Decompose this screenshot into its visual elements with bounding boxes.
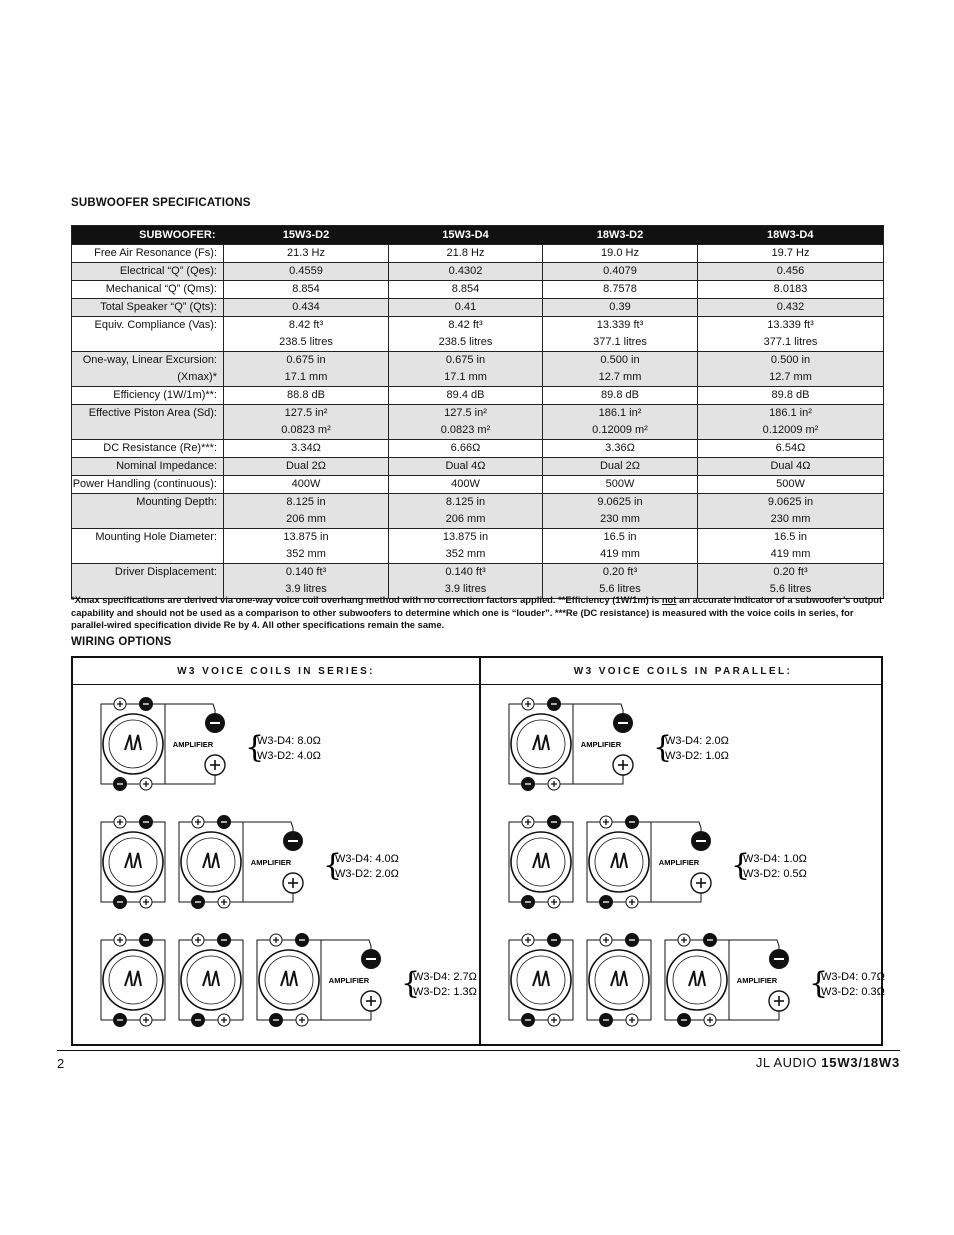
spec-value <box>543 281 698 299</box>
spec-value-line: 400W <box>291 478 321 490</box>
spec-row <box>72 352 884 387</box>
series-panel-title: W3 VOICE COILS IN SERIES: <box>177 666 375 677</box>
spec-value-line: 19.0 Hz <box>601 247 639 259</box>
spec-value <box>224 529 389 564</box>
spec-value-line: 377.1 litres <box>763 336 818 348</box>
speaker-cone <box>103 832 163 892</box>
spec-label <box>72 529 224 564</box>
wiring-diagram-box <box>71 656 883 1046</box>
wiring-example-1-sub <box>101 698 321 791</box>
spec-value-line: 13.875 in <box>442 531 489 543</box>
spec-value-line: 0.675 in <box>286 354 326 366</box>
spec-row <box>72 405 884 440</box>
spec-value <box>543 529 698 564</box>
spec-value <box>389 281 543 299</box>
spec-value <box>389 458 543 476</box>
spec-value <box>224 281 389 299</box>
spec-label <box>72 405 224 440</box>
spec-value-line: 0.39 <box>609 301 631 313</box>
amplifier-label: AMPLIFIER <box>658 858 700 867</box>
speaker-cone <box>181 950 241 1010</box>
spec-value-line: 21.8 Hz <box>446 247 485 259</box>
speaker-cone <box>589 832 649 892</box>
speaker-cone <box>511 950 571 1010</box>
spec-value-line: 186.1 in² <box>598 407 642 419</box>
spec-value-line: 8.7578 <box>603 283 637 295</box>
footnote-text: *Xmax specifications are derived via one-way voice coil overhang method with no correction factors applied. **Efficiency (1W/1m) is <box>71 594 662 605</box>
spec-value <box>389 299 543 317</box>
spec-value <box>698 387 884 405</box>
spec-value <box>389 263 543 281</box>
spec-label <box>72 494 224 529</box>
spec-value-line: 17.1 mm <box>284 371 328 383</box>
spec-value-line: 0.12009 m² <box>762 424 819 436</box>
impedance-d4: W3-D4: 1.0Ω <box>743 853 807 865</box>
spec-value <box>543 440 698 458</box>
speaker-cone <box>103 950 163 1010</box>
spec-value-line: 89.8 dB <box>601 389 639 401</box>
spec-value-line: Dual 2Ω <box>599 460 641 472</box>
spec-value-line: 0.41 <box>454 301 477 313</box>
spec-value-line: 0.675 in <box>445 354 486 366</box>
spec-row <box>72 299 884 317</box>
impedance-d2: W3-D2: 0.3Ω <box>821 986 885 998</box>
spec-value-line: 352 mm <box>286 548 326 560</box>
spec-row <box>72 263 884 281</box>
spec-value-line: 0.20 ft³ <box>602 566 638 578</box>
brace-icon: { <box>809 966 829 1001</box>
spec-value <box>698 352 884 387</box>
speaker-cone <box>511 714 571 774</box>
spec-label-line: Equiv. Compliance (Vas): <box>94 319 217 331</box>
spec-value <box>224 440 389 458</box>
spec-value <box>698 245 884 263</box>
spec-value-line: 500W <box>605 478 635 490</box>
spec-row <box>72 529 884 564</box>
footer-rule <box>57 1050 900 1051</box>
spec-value <box>543 245 698 263</box>
spec-value <box>543 405 698 440</box>
wiring-diagrams <box>73 658 885 1048</box>
spec-label <box>72 263 224 281</box>
spec-value <box>698 405 884 440</box>
speaker-cone <box>511 832 571 892</box>
spec-value-line: 0.0823 m² <box>440 424 491 436</box>
spec-label <box>72 281 224 299</box>
spec-value-line: 0.20 ft³ <box>773 566 808 578</box>
spec-label <box>72 245 224 263</box>
spec-value-line: Dual 4Ω <box>445 460 486 472</box>
spec-value <box>543 476 698 494</box>
header-cell: 15W3-D2 <box>224 226 389 245</box>
spec-value-line: 230 mm <box>770 513 811 525</box>
spec-value-line: 6.54Ω <box>775 442 806 454</box>
spec-row <box>72 245 884 263</box>
spec-footnote <box>71 594 883 632</box>
spec-value-line: 19.7 Hz <box>771 247 810 259</box>
spec-value <box>698 529 884 564</box>
spec-value-line: 88.8 dB <box>287 389 325 401</box>
parallel-panel-title: W3 VOICE COILS IN PARALLEL: <box>573 666 793 677</box>
spec-value <box>224 458 389 476</box>
spec-label-line: Total Speaker “Q” (Qts): <box>100 301 217 313</box>
spec-value <box>224 387 389 405</box>
spec-value-line: 8.854 <box>451 283 480 295</box>
wiring-example-3-sub <box>101 934 477 1027</box>
spec-value-line: 5.6 litres <box>769 583 812 595</box>
brand-name: JL AUDIO <box>755 1055 818 1070</box>
spec-value-line: 0.456 <box>776 265 805 277</box>
footnote-emphasis: not <box>661 594 677 605</box>
spec-value <box>698 440 884 458</box>
spec-value <box>543 352 698 387</box>
spec-value-line: 17.1 mm <box>444 371 487 383</box>
spec-value <box>543 494 698 529</box>
spec-value-line: 127.5 in² <box>444 407 487 419</box>
brace-icon: { <box>731 848 751 883</box>
spec-value-line: 8.854 <box>292 283 320 295</box>
spec-value-line: Dual 2Ω <box>285 460 327 472</box>
spec-value <box>389 387 543 405</box>
spec-row <box>72 494 884 529</box>
spec-value-line: 186.1 in² <box>769 407 812 419</box>
spec-value-line: Dual 4Ω <box>770 460 811 472</box>
spec-value-line: 5.6 litres <box>599 583 641 595</box>
spec-value <box>224 263 389 281</box>
impedance-d2: W3-D2: 2.0Ω <box>335 868 399 880</box>
spec-value <box>389 405 543 440</box>
spec-value-line: 3.36Ω <box>605 442 635 454</box>
speaker-cone <box>589 950 649 1010</box>
wiring-example-3-sub <box>509 934 885 1027</box>
brace-icon: { <box>653 730 673 765</box>
spec-row <box>72 476 884 494</box>
spec-value <box>698 494 884 529</box>
spec-value <box>543 263 698 281</box>
spec-value-line: 9.0625 in <box>597 496 643 508</box>
header-cell: SUBWOOFER: <box>72 226 224 245</box>
spec-value-line: 0.500 in <box>770 354 811 366</box>
speaker-cone <box>667 950 727 1010</box>
spec-label-line: Mounting Hole Diameter: <box>95 531 217 543</box>
spec-value-line: 8.0183 <box>773 283 808 295</box>
spec-value-line: 0.500 in <box>600 354 640 366</box>
spec-value <box>698 281 884 299</box>
spec-value <box>389 245 543 263</box>
spec-value-line: 9.0625 in <box>767 496 814 508</box>
impedance-d4: W3-D4: 8.0Ω <box>257 735 321 747</box>
spec-value-line: 0.4079 <box>603 265 637 277</box>
spec-value-line: 419 mm <box>600 548 640 560</box>
wiring-section-title: WIRING OPTIONS <box>71 636 172 648</box>
spec-value-line: 13.339 ft³ <box>596 319 644 331</box>
page-number: 2 <box>57 1056 65 1071</box>
spec-label-line: Mechanical “Q” (Qms): <box>105 283 217 295</box>
spec-row <box>72 458 884 476</box>
spec-value-line: 8.42 ft³ <box>448 319 483 331</box>
impedance-d2: W3-D2: 1.3Ω <box>413 986 477 998</box>
spec-label-line: Driver Displacement: <box>114 566 217 578</box>
spec-label-line: Efficiency (1W/1m)**: <box>113 389 217 401</box>
spec-value <box>389 529 543 564</box>
spec-value <box>224 299 389 317</box>
brace-icon: { <box>323 848 343 883</box>
footnote-text: an accurate indicator of a subwoofer’s output capability and should not be used as a comparison to other subwoofers to determine which one is “louder”. ***Re (DC resistance) is measured with the voice coils in series, for parallel-wired specification divide Re by 4. All other specifications remain the same. <box>71 594 883 630</box>
spec-value-line: 0.4302 <box>448 265 483 277</box>
spec-label-line: Effective Piston Area (Sd): <box>88 407 217 419</box>
spec-value-line: 8.125 in <box>286 496 326 508</box>
spec-value-line: 0.434 <box>292 301 320 313</box>
spec-value-line: 238.5 litres <box>438 336 493 348</box>
spec-value-line: 6.66Ω <box>450 442 481 454</box>
spec-value-line: 16.5 in <box>773 531 808 543</box>
spec-value-line: 0.4559 <box>289 265 323 277</box>
brace-icon: { <box>245 730 265 765</box>
spec-label-line: Electrical “Q” (Qes): <box>119 265 217 277</box>
spec-label <box>72 476 224 494</box>
spec-label <box>72 317 224 352</box>
spec-value <box>224 245 389 263</box>
spec-label <box>72 387 224 405</box>
spec-value-line: 13.875 in <box>283 531 329 543</box>
spec-value-line: 12.7 mm <box>598 371 642 383</box>
spec-value-line: 0.432 <box>776 301 805 313</box>
amplifier-label: AMPLIFIER <box>328 976 370 985</box>
spec-row <box>72 281 884 299</box>
spec-row <box>72 387 884 405</box>
spec-value-line: 3.9 litres <box>285 583 327 595</box>
spec-value <box>698 317 884 352</box>
impedance-d4: W3-D4: 2.0Ω <box>665 735 729 747</box>
header-cell: 15W3-D4 <box>389 226 543 245</box>
spec-value-line: 206 mm <box>286 513 326 525</box>
spec-value-line: 127.5 in² <box>284 407 328 419</box>
spec-value-line: 419 mm <box>770 548 811 560</box>
spec-value-line: 0.12009 m² <box>592 424 648 436</box>
spec-value <box>698 263 884 281</box>
wiring-example-2-sub <box>509 816 807 909</box>
spec-value <box>543 317 698 352</box>
brace-icon: { <box>401 966 421 1001</box>
amplifier-label: AMPLIFIER <box>736 976 778 985</box>
spec-value <box>389 352 543 387</box>
spec-value-line: 206 mm <box>445 513 486 525</box>
spec-table-header <box>72 226 884 245</box>
spec-value-line: 0.140 ft³ <box>285 566 327 578</box>
spec-value-line: 13.339 ft³ <box>767 319 814 331</box>
model-name: 15W3/18W3 <box>821 1055 900 1070</box>
spec-value-line: 352 mm <box>445 548 486 560</box>
spec-value-line: 3.34Ω <box>291 442 321 454</box>
spec-label-line: Free Air Resonance (Fs): <box>94 247 217 259</box>
spec-value <box>698 458 884 476</box>
spec-value-line: 400W <box>451 478 480 490</box>
spec-label <box>72 458 224 476</box>
spec-value <box>224 476 389 494</box>
spec-value-line: 500W <box>776 478 805 490</box>
speaker-cone <box>181 832 241 892</box>
spec-label-line: One-way, Linear Excursion: <box>82 354 217 366</box>
spec-value <box>224 352 389 387</box>
header-cell: 18W3-D2 <box>543 226 698 245</box>
spec-value <box>224 317 389 352</box>
spec-label-line: Mounting Depth: <box>136 496 217 508</box>
spec-label-line: DC Resistance (Re)***: <box>103 442 217 454</box>
spec-value <box>224 405 389 440</box>
spec-value <box>389 476 543 494</box>
spec-value-line: 21.3 Hz <box>287 247 325 259</box>
impedance-d2: W3-D2: 0.5Ω <box>743 868 807 880</box>
spec-label <box>72 440 224 458</box>
spec-value-line: 0.140 ft³ <box>445 566 486 578</box>
amplifier-label: AMPLIFIER <box>580 740 622 749</box>
spec-label-line: Nominal Impedance: <box>116 460 217 472</box>
impedance-d2: W3-D2: 4.0Ω <box>257 750 321 762</box>
spec-value-line: 12.7 mm <box>769 371 812 383</box>
speaker-cone <box>103 714 163 774</box>
spec-value <box>543 299 698 317</box>
impedance-d4: W3-D4: 4.0Ω <box>335 853 399 865</box>
spec-value <box>389 317 543 352</box>
amplifier-label: AMPLIFIER <box>250 858 292 867</box>
spec-value-line: 16.5 in <box>603 531 637 543</box>
spec-table <box>71 225 884 599</box>
impedance-d4: W3-D4: 0.7Ω <box>821 971 885 983</box>
speaker-cone <box>259 950 319 1010</box>
amplifier-label: AMPLIFIER <box>172 740 214 749</box>
spec-row <box>72 317 884 352</box>
spec-value <box>389 440 543 458</box>
spec-label <box>72 299 224 317</box>
spec-value <box>543 387 698 405</box>
spec-value <box>389 494 543 529</box>
spec-value-line: 89.8 dB <box>771 389 810 401</box>
spec-value-line: 230 mm <box>600 513 640 525</box>
spec-label-line: (Xmax)* <box>177 371 217 383</box>
spec-value <box>543 458 698 476</box>
spec-row <box>72 440 884 458</box>
footer-brand <box>756 1055 900 1070</box>
spec-value-line: 3.9 litres <box>444 583 487 595</box>
spec-section-title: SUBWOOFER SPECIFICATIONS <box>71 197 251 209</box>
spec-value-line: 377.1 litres <box>593 336 647 348</box>
spec-value-line: 8.42 ft³ <box>288 319 324 331</box>
header-cell: 18W3-D4 <box>698 226 884 245</box>
wiring-example-1-sub <box>509 698 729 791</box>
spec-label-line: Power Handling (continuous): <box>72 478 217 490</box>
spec-value-line: 238.5 litres <box>279 336 333 348</box>
spec-value <box>698 476 884 494</box>
spec-value-line: 0.0823 m² <box>281 424 331 436</box>
spec-value-line: 89.4 dB <box>446 389 485 401</box>
wiring-example-2-sub <box>101 816 399 909</box>
impedance-d2: W3-D2: 1.0Ω <box>665 750 729 762</box>
spec-value-line: 8.125 in <box>445 496 486 508</box>
spec-label <box>72 352 224 387</box>
spec-value <box>224 494 389 529</box>
impedance-d4: W3-D4: 2.7Ω <box>413 971 477 983</box>
spec-value <box>698 299 884 317</box>
